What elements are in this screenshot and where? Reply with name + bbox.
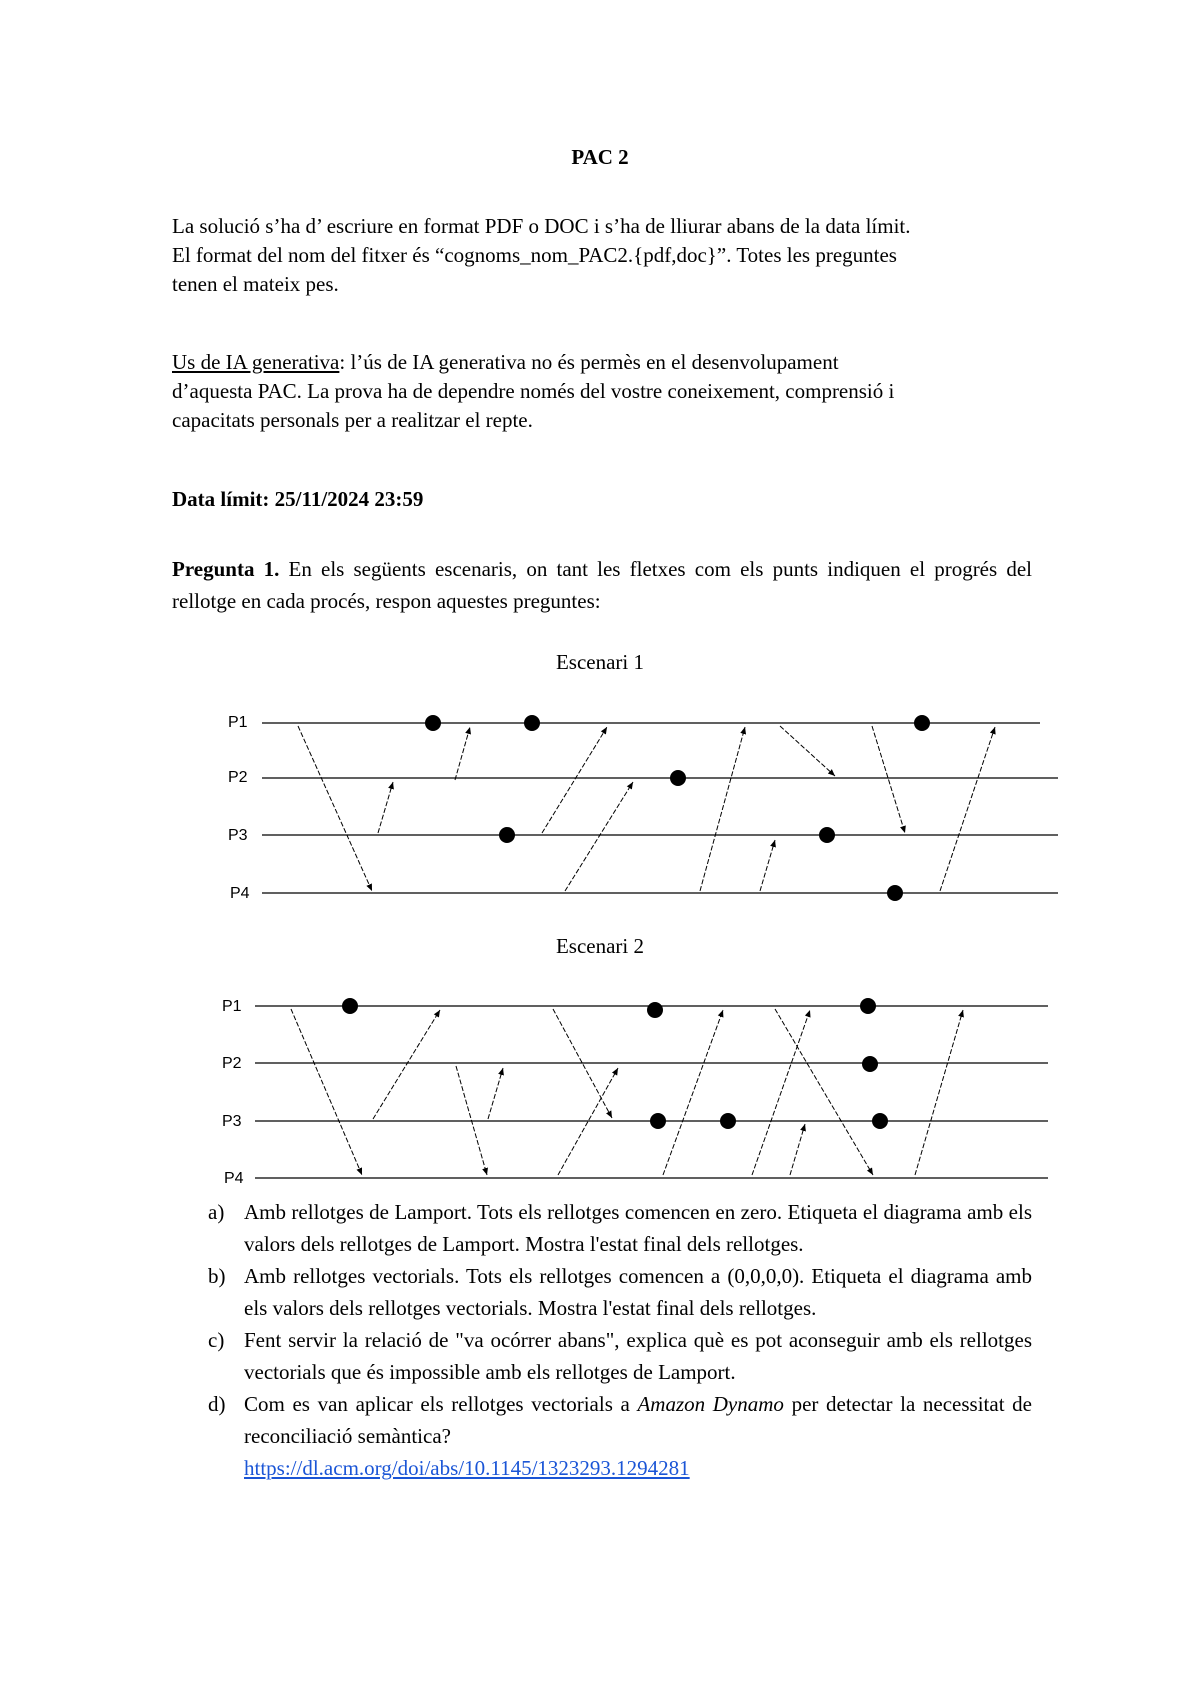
message-arrow [455,727,470,780]
scenario2-diagram [0,970,1200,1190]
message-arrow [373,1010,440,1119]
ia-heading: Us de IA generativa [172,350,340,374]
ia-line: capacitats personals per a realitzar el repte. [172,408,533,432]
event-dot [819,827,835,843]
event-dot [342,998,358,1014]
intro-line: El format del nom del fitxer és “cognoms_nom_PAC2.{pdf,doc}”. Totes les preguntes [172,243,897,267]
scenario1-caption: Escenari 1 [555,650,645,674]
item-text: Fent servir la relació de "va ocórrer abans", explica què es pot aconseguir amb els rellotges vectorials que és impossible amb els rellotges de Lamport. [244,1328,1032,1384]
event-dots [425,715,930,901]
message-arrow [752,1010,810,1175]
reference-link[interactable]: https://dl.acm.org/doi/abs/10.1145/1323293.1294281 [244,1456,690,1480]
process-label-p3: P3 [228,827,248,844]
question-items [172,1196,1032,1484]
event-dot [499,827,515,843]
message-arrow [700,727,745,891]
message-arrows [298,726,995,891]
message-arrow [663,1010,723,1175]
event-dot [650,1113,666,1129]
message-arrows [291,1009,963,1175]
event-dot [524,715,540,731]
intro-line: tenen el mateix pes. [172,272,339,296]
question-paragraph [172,553,1032,617]
list-item [172,1260,1032,1324]
process-label-p2: P2 [228,769,248,786]
list-item [172,1388,1032,1484]
event-dot [647,1002,663,1018]
message-arrow [915,1010,963,1175]
process-label-p1: P1 [228,714,248,731]
message-arrow [542,727,607,833]
list-item [172,1196,1032,1260]
event-dot [720,1113,736,1129]
intro-paragraph [172,212,1032,299]
message-arrow [488,1068,503,1119]
process-label-p2: P2 [222,1055,242,1072]
message-arrow [378,782,393,833]
item-marker: a) [208,1200,225,1224]
message-arrow [775,1009,873,1175]
question-text: En els següents escenaris, on tant les fletxes com els punts indiquen el progrés del rellotge en cada procés, respon aquestes preguntes: [172,557,1032,613]
process-label-p4: P4 [224,1170,244,1187]
page-title: PAC 2 [571,145,629,169]
event-dot [887,885,903,901]
event-dot [914,715,930,731]
item-text-post: per detectar la necessitat de reconciliació semàntica? [244,1392,1032,1448]
question-label: Pregunta 1. [172,557,280,581]
item-marker: d) [208,1392,226,1416]
scenario1-diagram [0,690,1200,920]
item-text-pre: Com es van aplicar els rellotges vectorials a [244,1392,638,1416]
list-item [172,1324,1032,1388]
message-arrow [790,1124,805,1175]
message-arrow [872,726,905,833]
scenario2-caption: Escenari 2 [555,934,645,958]
ia-line: d’aquesta PAC. La prova ha de dependre només del vostre coneixement, comprensió i [172,379,895,403]
message-arrow [565,782,633,891]
event-dot [872,1113,888,1129]
process-label-p3: P3 [222,1113,242,1130]
event-dot [670,770,686,786]
item-text: Amb rellotges vectorials. Tots els rellotges comencen a (0,0,0,0). Etiqueta el diagrama amb els valors dels rellotges vectorials. Mostra l'estat final dels rellotges. [244,1264,1032,1320]
message-arrow [291,1009,362,1175]
message-arrow [298,726,372,891]
ia-line: : l’ús de IA generativa no és permès en el desenvolupament [339,350,839,374]
item-text: Amb rellotges de Lamport. Tots els rellotges comencen en zero. Etiqueta el diagrama amb els valors dels rellotges de Lamport. Mostra l'estat final dels rellotges. [244,1200,1032,1256]
event-dot [862,1056,878,1072]
item-text-emphasis: Amazon Dynamo [637,1392,784,1416]
message-arrow [760,840,775,891]
process-label-p4: P4 [230,885,250,902]
deadline: Data límit: 25/11/2024 23:59 [172,487,424,511]
event-dot [860,998,876,1014]
event-dot [425,715,441,731]
message-arrow [940,727,995,891]
item-marker: b) [208,1264,226,1288]
ia-paragraph [172,348,1032,435]
process-label-p1: P1 [222,998,242,1015]
item-marker: c) [208,1328,225,1352]
intro-line: La solució s’ha d’ escriure en format PDF o DOC i s’ha de lliurar abans de la data límit. [172,214,911,238]
message-arrow [780,726,835,776]
